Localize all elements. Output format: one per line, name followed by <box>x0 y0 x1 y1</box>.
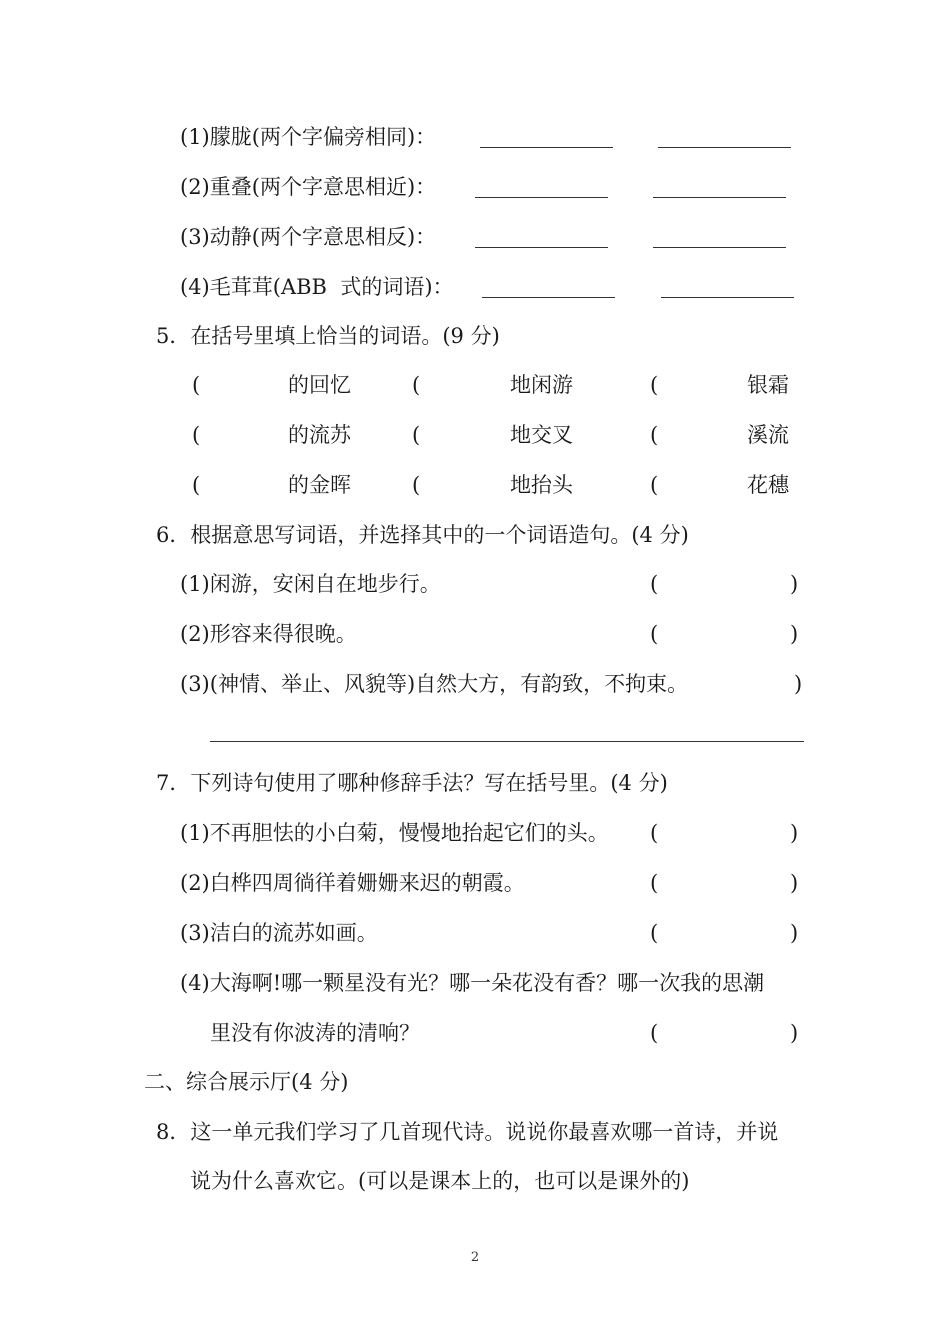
q7-item-1-close-paren: ) <box>790 821 799 845</box>
q5-r2c2-open-paren: ( <box>412 423 421 447</box>
page-number: 2 <box>470 1250 480 1265</box>
q6-sentence-line[interactable] <box>210 741 804 742</box>
q7-item-3-label: (3)洁白的流苏如画。 <box>180 921 378 945</box>
q6-item-1-label: (1)闲游，安闲自在地步行。 <box>180 572 441 596</box>
q8-line2: 说为什么喜欢它。(可以是课本上的，也可以是课外的) <box>190 1169 690 1193</box>
q7-item-2-label: (2)白桦四周徜徉着姗姗来迟的朝霞。 <box>180 871 525 895</box>
q6-item-2-open-paren: ( <box>650 622 659 646</box>
q4-item-2-blank-a[interactable] <box>475 197 608 198</box>
q6-title: 6．根据意思写词语，并选择其中的一个词语造句。(4 分) <box>156 523 689 547</box>
q6-item-2-label: (2)形容来得很晚。 <box>180 622 357 646</box>
q4-item-3-blank-a[interactable] <box>475 247 608 248</box>
q5-r1c2-text: 地闲游 <box>510 373 573 397</box>
q7-item-1-open-paren: ( <box>650 821 659 845</box>
q5-title: 5．在括号里填上恰当的词语。(9 分) <box>156 324 500 348</box>
q5-r3c2-text: 地抬头 <box>510 473 573 497</box>
q6-item-3-close-paren: ) <box>794 672 803 696</box>
q7-item-2-open-paren: ( <box>650 871 659 895</box>
q5-r1c3-text: 银霜 <box>747 373 789 397</box>
q5-r1c3-open-paren: ( <box>650 373 659 397</box>
q5-r3c1-open-paren: ( <box>192 473 201 497</box>
q5-r3c1-text: 的金晖 <box>288 473 351 497</box>
q4-item-3-blank-b[interactable] <box>653 247 786 248</box>
q7-item-4-close-paren: ) <box>790 1021 799 1045</box>
q5-r1c1-open-paren: ( <box>192 373 201 397</box>
q4-item-3-label: (3)动静(两个字意思相反)： <box>180 225 437 249</box>
q4-item-2-blank-b[interactable] <box>653 197 786 198</box>
q7-item-3-close-paren: ) <box>790 921 799 945</box>
q5-r1c2-open-paren: ( <box>412 373 421 397</box>
q4-item-1-label: (1)朦胧(两个字偏旁相同)： <box>180 125 437 149</box>
q6-item-1-close-paren: ) <box>790 572 799 596</box>
q6-item-3-label: (3)(神情、举止、风貌等)自然大方，有韵致，不拘束。 <box>180 672 689 696</box>
q4-item-1-blank-b[interactable] <box>658 147 791 148</box>
section2-title: 二、综合展示厅(4 分) <box>144 1070 349 1094</box>
q8-line1: 8．这一单元我们学习了几首现代诗。说说你最喜欢哪一首诗，并说 <box>156 1120 779 1144</box>
q4-item-4-blank-a[interactable] <box>482 297 615 298</box>
q5-r2c3-text: 溪流 <box>747 423 789 447</box>
q4-item-2-label: (2)重叠(两个字意思相近)： <box>180 175 437 199</box>
q7-item-4-label-line2: 里没有你波涛的清响？ <box>210 1021 420 1045</box>
q7-title: 7．下列诗句使用了哪种修辞手法？写在括号里。(4 分) <box>156 771 668 795</box>
q7-item-3-open-paren: ( <box>650 921 659 945</box>
q4-item-4-label: (4)毛茸茸(ABB 式的词语)： <box>180 275 454 299</box>
q7-item-2-close-paren: ) <box>790 871 799 895</box>
q5-r1c1-text: 的回忆 <box>288 373 351 397</box>
q6-item-1-open-paren: ( <box>650 572 659 596</box>
q5-r3c3-text: 花穗 <box>747 473 789 497</box>
q5-r3c2-open-paren: ( <box>412 473 421 497</box>
q4-item-4-blank-b[interactable] <box>661 297 794 298</box>
q6-item-2-close-paren: ) <box>790 622 799 646</box>
q5-r2c3-open-paren: ( <box>650 423 659 447</box>
q7-item-4-label-line1: (4)大海啊!哪一颗星没有光？哪一朵花没有香？哪一次我的思潮 <box>180 971 765 995</box>
q7-item-1-label: (1)不再胆怯的小白菊，慢慢地抬起它们的头。 <box>180 821 609 845</box>
q5-r2c1-open-paren: ( <box>192 423 201 447</box>
q5-r2c2-text: 地交叉 <box>510 423 573 447</box>
q7-item-4-open-paren: ( <box>650 1021 659 1045</box>
q5-r2c1-text: 的流苏 <box>288 423 351 447</box>
q4-item-1-blank-a[interactable] <box>480 147 613 148</box>
q5-r3c3-open-paren: ( <box>650 473 659 497</box>
